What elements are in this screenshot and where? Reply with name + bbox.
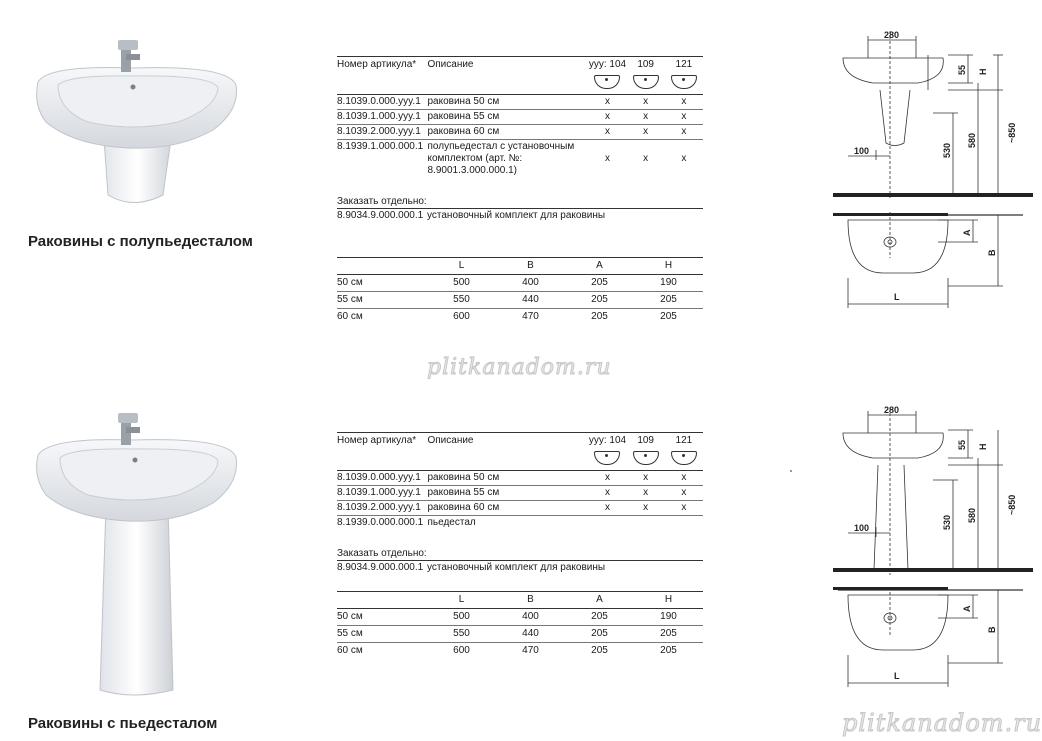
table-row — [337, 125, 703, 140]
dim-H: H — [978, 68, 988, 75]
dim-850: ~850 — [1007, 122, 1017, 143]
header-description: Описание — [427, 433, 588, 449]
availability-mark: x — [665, 471, 703, 486]
dim-A: A — [962, 605, 972, 612]
dim-value: 400 — [496, 609, 565, 626]
article-number: 8.1039.0.000.yyy.1 — [337, 471, 427, 486]
dim-value: 205 — [565, 292, 634, 309]
dim-280: 280 — [884, 405, 900, 415]
spec-block — [337, 432, 703, 659]
dim-value: 205 — [634, 292, 703, 309]
article-number: 8.1939.1.000.000.1 — [337, 141, 424, 152]
dim-header: H — [634, 592, 703, 609]
description: установочный комплект для раковины — [427, 210, 606, 221]
dim-value: 190 — [634, 609, 703, 626]
dim-value: 205 — [660, 311, 677, 322]
semi-pedestal-sink-photo — [28, 30, 243, 215]
header-variant-109: 109 — [627, 433, 665, 449]
description: установочный комплект для раковины — [427, 562, 606, 573]
article-number: 8.1039.0.000.yyy.1 — [337, 95, 427, 110]
description: раковина 55 см — [427, 110, 588, 125]
header-variant-121: 121 — [665, 57, 703, 73]
pedestal-sink-photo — [28, 405, 243, 705]
article-number: 8.9034.9.000.000.1 — [337, 210, 424, 221]
sink-variant-icon — [594, 451, 620, 465]
size-label: 50 см — [337, 275, 427, 292]
dim-value: 205 — [660, 645, 677, 656]
variant-icons-row — [337, 72, 703, 95]
stray-dot — [790, 470, 792, 472]
table-row — [337, 486, 703, 501]
availability-mark: x — [643, 153, 649, 164]
availability-mark: x — [627, 501, 665, 516]
size-label: 60 см — [337, 311, 363, 322]
description: раковина 55 см — [427, 486, 588, 501]
availability-mark: x — [627, 471, 665, 486]
header-variant-109: 109 — [627, 57, 665, 73]
dim-100: 100 — [854, 523, 870, 533]
dim-value: 500 — [427, 275, 496, 292]
table-row — [337, 309, 703, 326]
sink-variant-icon — [633, 75, 659, 89]
availability-mark: x — [627, 95, 665, 110]
size-label: 55 см — [337, 626, 427, 643]
table-row — [337, 140, 703, 179]
dim-value: 440 — [496, 292, 565, 309]
table-row — [337, 516, 703, 531]
dim-value: 500 — [427, 609, 496, 626]
availability-mark: x — [627, 486, 665, 501]
table-row — [337, 471, 703, 486]
availability-mark: x — [681, 153, 687, 164]
dim-value: 205 — [634, 626, 703, 643]
dim-280: 280 — [884, 30, 900, 40]
availability-mark: x — [665, 95, 703, 110]
availability-mark: x — [588, 501, 626, 516]
table-row — [337, 643, 703, 660]
dimensions-table — [337, 591, 703, 659]
availability-mark: x — [588, 95, 626, 110]
availability-mark: x — [588, 125, 626, 140]
dim-100: 100 — [854, 146, 870, 156]
order-separately-label: Заказать отдельно: — [337, 548, 703, 561]
availability-mark: x — [627, 110, 665, 125]
dim-850: ~850 — [1007, 494, 1017, 515]
dim-header — [337, 258, 427, 275]
table-row — [337, 609, 703, 626]
dimensions-header — [337, 592, 703, 609]
dim-580: 580 — [967, 507, 977, 523]
dim-value: 550 — [427, 292, 496, 309]
technical-drawing — [828, 405, 1033, 695]
dim-value: 440 — [496, 626, 565, 643]
availability-mark: x — [604, 153, 610, 164]
description: раковина 60 см — [427, 125, 588, 140]
watermark: plitkanadom.ru — [427, 355, 612, 380]
order-separately-label: Заказать отдельно: — [337, 196, 703, 209]
dim-530: 530 — [942, 514, 952, 530]
dim-value: 600 — [453, 311, 470, 322]
description: полупьедестал с установочным комплектом (арт. №: 8.9001.3.000.000.1) — [427, 141, 575, 176]
availability-mark: x — [665, 125, 703, 140]
dimensions-header — [337, 258, 703, 275]
dimensions-table — [337, 257, 703, 325]
order-row — [337, 209, 703, 221]
dim-B: B — [987, 626, 997, 633]
dim-580: 580 — [967, 132, 977, 148]
dim-header: A — [565, 592, 634, 609]
article-number: 8.9034.9.000.000.1 — [337, 562, 424, 573]
availability-mark: x — [665, 486, 703, 501]
dim-header: B — [496, 592, 565, 609]
sink-variant-icon — [633, 451, 659, 465]
size-label: 60 см — [337, 645, 363, 656]
availability-mark: x — [665, 501, 703, 516]
dim-header: L — [427, 592, 496, 609]
dim-value: 550 — [427, 626, 496, 643]
availability-mark — [588, 516, 626, 531]
availability-mark — [665, 516, 703, 531]
description: раковина 60 см — [427, 501, 588, 516]
description: раковина 50 см — [427, 95, 588, 110]
dim-value: 470 — [522, 311, 539, 322]
dim-L: L — [894, 292, 900, 302]
article-number: 8.1039.1.000.yyy.1 — [337, 486, 427, 501]
order-row — [337, 561, 703, 573]
availability-mark: x — [588, 471, 626, 486]
sink-variant-icon — [671, 451, 697, 465]
header-variant-104: yyy: 104 — [588, 57, 626, 73]
dim-55: 55 — [957, 64, 967, 75]
table-row — [337, 95, 703, 110]
availability-mark: x — [588, 110, 626, 125]
dim-530: 530 — [942, 142, 952, 158]
article-table — [337, 432, 703, 530]
dim-header: L — [427, 258, 496, 275]
dim-header: B — [496, 258, 565, 275]
sink-variant-icon — [671, 75, 697, 89]
table-row — [337, 110, 703, 125]
dim-B: B — [987, 249, 997, 256]
table-row — [337, 501, 703, 516]
table-row — [337, 292, 703, 309]
dim-55: 55 — [957, 439, 967, 450]
size-label: 55 см — [337, 292, 427, 309]
description: раковина 50 см — [427, 471, 588, 486]
dim-A: A — [962, 229, 972, 236]
dim-header: A — [565, 258, 634, 275]
article-number: 8.1939.0.000.000.1 — [337, 517, 424, 528]
section-semi-pedestal — [0, 0, 1041, 370]
description: пьедестал — [427, 517, 476, 528]
dim-value: 205 — [565, 275, 634, 292]
header-article: Номер артикула* — [337, 57, 427, 73]
dim-value: 205 — [591, 311, 608, 322]
dim-header: H — [634, 258, 703, 275]
article-number: 8.1039.2.000.yyy.1 — [337, 125, 427, 140]
header-description: Описание — [427, 57, 588, 73]
header-variant-121: 121 — [665, 433, 703, 449]
section-pedestal — [0, 370, 1041, 741]
availability-mark: x — [588, 486, 626, 501]
table-row — [337, 626, 703, 643]
dim-value: 470 — [522, 645, 539, 656]
header-variant-104: yyy: 104 — [588, 433, 626, 449]
dim-value: 600 — [453, 645, 470, 656]
dim-L: L — [894, 671, 900, 681]
technical-drawing — [828, 28, 1033, 302]
availability-mark: x — [665, 110, 703, 125]
dim-value: 190 — [634, 275, 703, 292]
dim-H: H — [978, 443, 988, 450]
table-row — [337, 275, 703, 292]
dim-value: 205 — [565, 626, 634, 643]
dim-header — [337, 592, 427, 609]
article-number: 8.1039.1.000.yyy.1 — [337, 110, 427, 125]
availability-mark — [627, 516, 665, 531]
size-label: 50 см — [337, 609, 427, 626]
article-number: 8.1039.2.000.yyy.1 — [337, 501, 427, 516]
table-header — [337, 433, 703, 449]
availability-mark: x — [627, 125, 665, 140]
article-table — [337, 56, 703, 178]
variant-icons-row — [337, 448, 703, 471]
dim-value: 205 — [591, 645, 608, 656]
dim-value: 205 — [565, 609, 634, 626]
section-title: Раковины с полупьедесталом — [28, 233, 253, 250]
dim-value: 400 — [496, 275, 565, 292]
watermark: plitkanadom.ru — [842, 709, 1042, 737]
header-article: Номер артикула* — [337, 433, 427, 449]
table-header — [337, 57, 703, 73]
spec-block — [337, 56, 703, 325]
section-title: Раковины с пьедесталом — [28, 715, 218, 732]
sink-variant-icon — [594, 75, 620, 89]
